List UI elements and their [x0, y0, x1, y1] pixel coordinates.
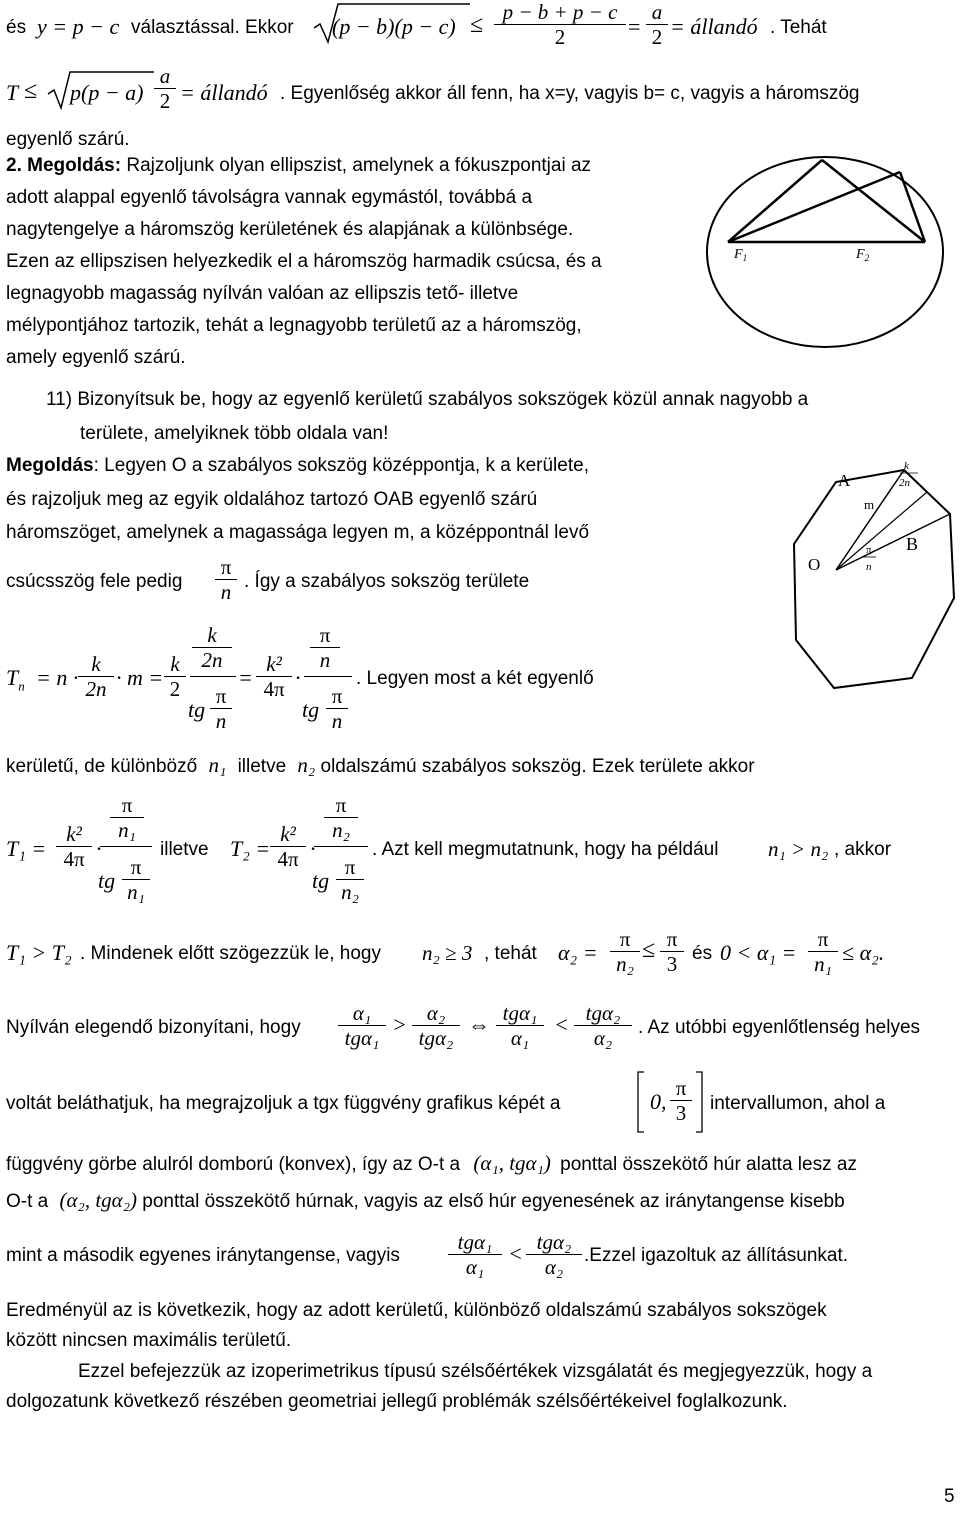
line1-le: ≤ [470, 12, 484, 38]
problem11-line2: területe, amelyiknek több oldala van! [80, 423, 389, 444]
line2-a-half: $\frac{a}{2}$ [154, 64, 176, 113]
eq4-frac1: α₁ tgα₁ [338, 1001, 386, 1050]
result-line2: között nincsen maximális területű. [6, 1330, 292, 1351]
vertex-A-label: A [838, 471, 851, 490]
line3: egyenlő szárú. [6, 129, 130, 150]
solution2-paragraph: 2. Megoldás: Rajzoljunk olyan ellipszist, amelynek a fókuszpontjai az adott alappal egyenlő távolságra vannak egymástól, továbbá a nagytengelye a háromszög kerületének és alapjának a különbsége. Ezen az ellipszisen helyezkedik el a háromszög harmadik csúcsa, és a legnagyobb magasság nyílván valóan az ellipszis tető- illetve mélypontjához tartozik, tehát a legnagyobb területű az a háromszög, amely egyenlő szárú. [6, 155, 602, 368]
focus-f1-label: $F_1$ [734, 247, 748, 263]
eq3-cmp: T₁ > T₂ [6, 940, 72, 965]
angle-label-fraction [863, 544, 876, 573]
line1-expr: y = p − c [37, 14, 120, 39]
focus-f2-label: $F_2$ [856, 247, 870, 263]
svg-text:k: k [904, 460, 909, 472]
vertex-B-label: B [906, 534, 919, 554]
line2-le: ≤ [24, 78, 38, 104]
eq4-text-a: Nyílván elegendő bizonyítani, hogy [6, 1017, 301, 1038]
interval-right-bracket [694, 1070, 704, 1134]
eq4-gt: > [392, 1012, 407, 1037]
eq3-pi-n1: $\frac{\pi}{\text{n₁}}$ [808, 927, 838, 976]
eq4-frac3: tgα₁ α₁ [496, 1001, 544, 1050]
solution11-line3: háromszöget, amelynek a magassága legyen m, a középpontnál levő [6, 522, 590, 543]
line1-const: = állandó [670, 14, 758, 39]
eq8-frac2: tgα₂ α₂ [526, 1230, 582, 1279]
eq2-condition: n₁ > n₂ [768, 837, 829, 861]
eq8-text-a: mint a második egyenes iránytangense, vagyis [6, 1245, 400, 1266]
eq3-text-a: . Mindenek előtt szögezzük le, hogy [80, 943, 382, 964]
half-angle-fraction: $\frac{\pi}{n}$ [215, 555, 237, 604]
eq5-text-b: intervallumon, ahol a [710, 1093, 886, 1114]
eq1-post: . Legyen most a két egyenlő [356, 668, 594, 689]
eq2-akkor: , akkor [834, 839, 892, 860]
eq4-frac4: tgα₂ α₂ [574, 1001, 632, 1050]
eq3-le: ≤ [642, 937, 656, 963]
line2-post: . Egyenlőség akkor áll fenn, ha x=y, vagyis b= c, vagyis a háromszög [280, 83, 860, 104]
eq3-tail: ≤ α₂. [842, 940, 885, 965]
page-number: 5 [944, 1486, 955, 1507]
eq8-lt: < [508, 1241, 523, 1266]
eq4-post: . Az utóbbi egyenlőtlenség helyes [638, 1017, 921, 1038]
eq3-alpha2: α₂ = [558, 940, 598, 965]
line2-sqrt-content: p(p − a) [70, 80, 144, 105]
interval-left-bracket [636, 1070, 646, 1134]
solution2-lead: 2. Megoldás: [6, 155, 122, 176]
line1-sqrt-content: (p − b)(p − c) [332, 14, 456, 39]
solution11-line1: Megoldás: Legyen O a szabályos sokszög középpontja, k a kerülete, [6, 455, 589, 476]
eq4-lt: < [554, 1012, 569, 1037]
eq8-frac1: tgα₁ α₁ [448, 1230, 502, 1279]
eq3-pi-n2: $\frac{\pi}{\text{n₂}}$ [610, 927, 640, 976]
result-line1: Eredményül az is következik, hogy az adott kerületű, különböző oldalszámú szabályos sokszögek [6, 1300, 827, 1321]
svg-text:π: π [866, 544, 872, 556]
line1-a-half: $\frac{a}{2}$ [646, 0, 668, 49]
eq7-line: O-t a (α₂, tgα₂) ponttal összekötő húrnak, vagyis az első húr egyenesének az iránytangense kisebb [6, 1188, 845, 1212]
eq3-n2ge3: n₂ ≥ 3 [422, 941, 473, 965]
eq5-zero: 0, [650, 1089, 667, 1114]
problem11-line1: 11) Bizonyítsuk be, hogy az egyenlő kerületű szabályos sokszögek közül annak nagyobb a [46, 389, 809, 410]
line2-T: T [6, 80, 19, 105]
eq3-pi-3: $\frac{\pi}{3}$ [660, 927, 684, 976]
octagon-figure [788, 452, 958, 702]
line1-eq: = [628, 14, 641, 39]
center-O-label: O [808, 555, 821, 574]
line1-text: választással. Ekkor [131, 17, 294, 38]
eq4-iff: ⇔ [468, 1012, 490, 1037]
solution11-line4b: . Így a szabályos sokszög területe [244, 571, 530, 592]
svg-text:2n: 2n [899, 477, 910, 489]
eq6-line: függvény görbe alulról domború (konvex), így az O-t a (α₁, tgα₁) ponttal összekötő húr alatta lesz az [6, 1151, 857, 1175]
eq3-text-b: , tehát [484, 943, 537, 964]
line1-post: . Tehát [770, 17, 827, 38]
perimeter-line: kerületű, de különböző n₁ illetve n₂ oldalszámú szabályos sokszög. Ezek területe akkor [6, 753, 755, 777]
eq2-post: . Azt kell megmutatnunk, hogy ha például [372, 839, 719, 860]
svg-text:n: n [866, 561, 872, 573]
eq5-pi-3: $\frac{\pi}{3}$ [670, 1076, 692, 1125]
eq4-frac2: α₂ tgα₂ [412, 1001, 460, 1050]
line1-fraction: $\frac{p - b + p - c}{2}$ [494, 0, 626, 49]
height-m-label: m [864, 497, 875, 512]
eq3-zero: 0 < α₁ = [720, 940, 797, 965]
line2-const: = állandó [180, 80, 268, 105]
solution11-line2: és rajzoljuk meg az egyik oldalához tartozó OAB egyenlő szárú [6, 489, 538, 510]
final-line1: Ezzel befejezzük az izoperimetrikus típusú szélsőértékek vizsgálatát és megjegyezzük, hogy a [78, 1361, 873, 1382]
eq3-es: és [692, 943, 713, 964]
ellipse-figure [700, 150, 950, 350]
eq5-text-a: voltát beláthatjuk, ha megrajzoljuk a tgx függvény grafikus képét a [6, 1093, 561, 1114]
solution11-line4a: csúcsszög fele pedig [6, 571, 183, 592]
eq8-text-b: .Ezzel igazoltuk az állításunkat. [584, 1245, 849, 1266]
final-line2: dolgozatunk következő részében geometriai jellegű problémák szélsőértékeivel foglalkozunk. [6, 1391, 788, 1412]
line1-intro: és [6, 17, 27, 38]
